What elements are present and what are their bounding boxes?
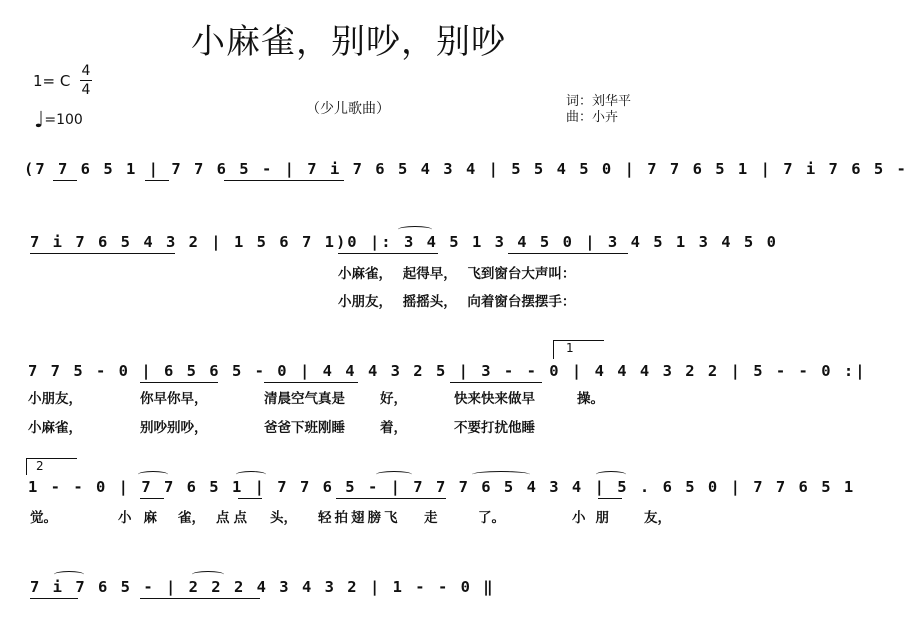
slur [596,471,626,478]
underline [336,498,446,499]
volta-number-1: 1 [566,341,574,355]
system-5-notes: 7 i 7 6 5 - | 2 2 2 4 3 4 3 2 | 1 - - 0 ‖ [30,578,495,596]
slur [54,571,84,578]
quarter-note-icon: ♩ [34,108,45,133]
lyricist: 词：刘华平 [566,94,632,109]
system-1-notes: (7 7 6 5 1 | 7 7 6 5 - | 7 i 7 6 5 4 3 4 | 5 5 4 5 0 | 7 7 6 5 1 | 7 i 7 6 5 - [24,160,908,178]
lyric-v1-1: 小朋友， [28,391,82,407]
lyric-v1-2: 你早你早， [140,391,208,407]
underline [140,498,164,499]
volta-bracket-2 [26,458,77,475]
volta-bracket-1 [553,340,604,359]
lyric-v2-2: 别吵别吵， [140,420,208,436]
underline [450,382,542,383]
lyric-s4-9: 小朋 [572,510,619,526]
time-signature [80,64,92,97]
lyric-s4-2: 小麻 [118,510,169,526]
lyric-s4-7: 走 [424,510,438,526]
lyric-v1-4: 好， [380,391,407,407]
system-2-lyrics-verse-2: 小朋友， 摇摇头， 向着窗台摆摆手： [338,294,576,310]
lyric-v1-3: 清晨空气真是 [264,391,345,407]
lyric-v1-5: 快来快来做早 [454,391,535,407]
underline [140,382,218,383]
lyric-s4-10: 友， [644,510,671,526]
underline [238,498,262,499]
lyric-s4-4: 点点 [216,510,251,526]
slur [192,571,224,578]
underline [264,382,358,383]
lyric-s4-3: 雀， [178,510,205,526]
credits [566,94,631,126]
underline [30,253,175,254]
underline [224,180,344,181]
system-3-notes: 7 7 5 - 0 | 6 5 6 5 - 0 | 4 4 4 3 2 5 | 3 - - 0 | 4 4 4 3 2 2 | 5 - - 0 :| [28,362,867,380]
time-sig-top: 4 [81,63,91,79]
lyric-v2-1: 小麻雀， [28,420,82,436]
system-4-notes: 1 - - 0 | 7 7 6 5 1 | 7 7 6 5 - | 7 7 7 6 5 4 3 4 | 5 . 6 5 0 | 7 7 6 5 1 [28,478,856,496]
lyric-v2-5: 不要打扰他睡 [454,420,535,436]
lyric-v1-6: 操。 [577,391,604,407]
slur [398,226,432,233]
tempo-marking [34,108,83,133]
song-subtitle: （少儿歌曲） [306,101,390,117]
lyric-s4-6: 轻拍翅膀飞 [318,510,401,526]
time-sig-divider [80,80,92,81]
underline [30,598,78,599]
composer: 曲：小卉 [566,110,619,125]
lyric-v2-3: 爸爸下班刚睡 [264,420,345,436]
lyric-s4-8: 了。 [478,510,505,526]
system-2-lyrics-verse-1: 小麻雀， 起得早， 飞到窗台大声叫： [338,266,576,282]
slur [138,471,168,478]
slur [376,471,412,478]
time-sig-bottom: 4 [81,82,91,98]
volta-number-2: 2 [36,459,44,473]
underline [53,180,77,181]
underline [145,180,169,181]
lyric-v2-4: 着， [380,420,407,436]
underline [338,253,438,254]
underline [140,598,260,599]
underline [508,253,628,254]
tempo-value: =100 [44,112,83,128]
song-title: 小麻雀，别吵，别吵 [191,22,506,62]
slur [236,471,266,478]
system-2-notes: 7 i 7 6 5 4 3 2 | 1 5 6 7 1)0 |: 3 4 5 1 3 4 5 0 | 3 4 5 1 3 4 5 0 [30,233,778,251]
key-signature: 1= C [33,72,71,90]
underline [598,498,622,499]
lyric-s4-1: 觉。 [30,510,57,526]
lyric-s4-5: 头， [270,510,297,526]
slur [472,471,530,478]
